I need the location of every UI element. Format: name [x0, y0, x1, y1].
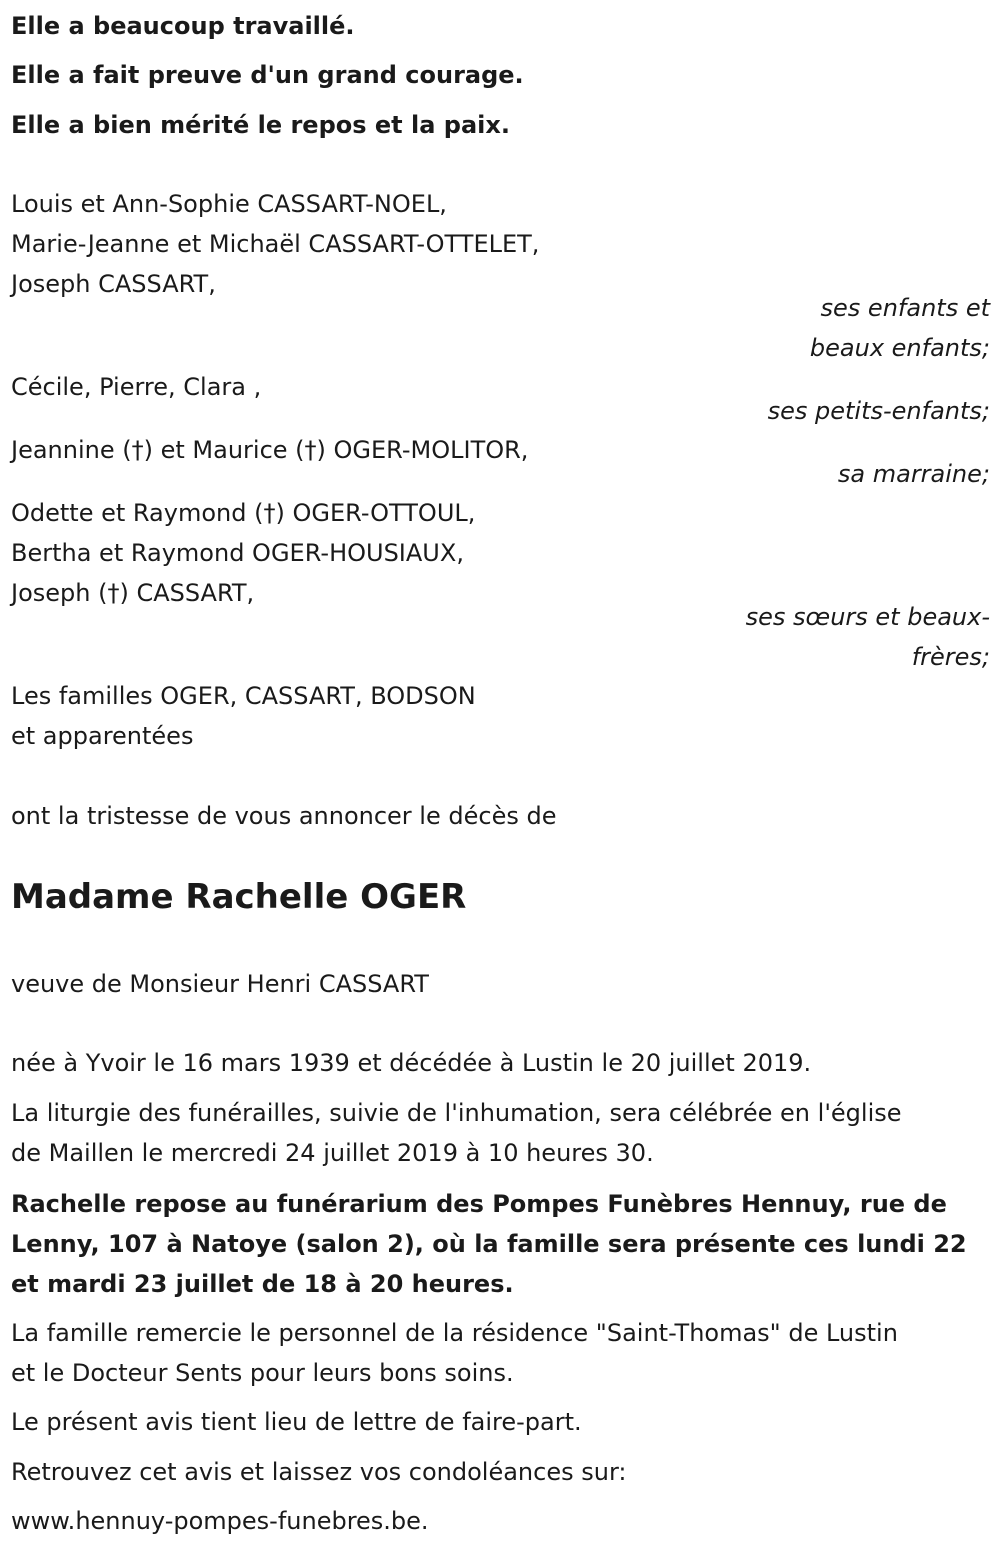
website-link[interactable]: www.hennuy-pompes-funebres.be. [11, 1507, 429, 1535]
birth-death: née à Yvoir le 16 mars 1939 et décédée à Lustin le 20 juillet 2019. [11, 1049, 812, 1077]
notice: Le présent avis tient lieu de lettre de faire-part. [11, 1408, 582, 1436]
funerarium-line: Rachelle repose au funérarium des Pompes Funèbres Hennuy, rue de [11, 1190, 947, 1218]
siblings-role: frères; [911, 643, 990, 671]
siblings-line: Odette et Raymond (†) OGER-OTTOUL, [11, 499, 476, 527]
families-line: Les familles OGER, CASSART, BODSON [11, 682, 476, 710]
children-role: beaux enfants; [809, 334, 990, 362]
thanks-line: La famille remercie le personnel de la résidence "Saint-Thomas" de Lustin [11, 1319, 898, 1347]
widow-of: veuve de Monsieur Henri CASSART [11, 970, 429, 998]
epigraph-line: Elle a fait preuve d'un grand courage. [11, 61, 524, 89]
siblings-role: ses sœurs et beaux- [745, 603, 990, 631]
godmother-line: Jeannine (†) et Maurice (†) OGER-MOLITOR, [11, 436, 529, 464]
grandchildren-line: Cécile, Pierre, Clara , [11, 373, 262, 401]
siblings-line: Joseph (†) CASSART, [11, 579, 255, 607]
condolences: Retrouvez cet avis et laissez vos condoléances sur: [11, 1458, 627, 1486]
epigraph-line: Elle a beaucoup travaillé. [11, 12, 355, 40]
announcement: ont la tristesse de vous annoncer le décès de [11, 802, 557, 830]
children-line: Joseph CASSART, [11, 270, 216, 298]
children-line: Louis et Ann-Sophie CASSART-NOEL, [11, 190, 447, 218]
deceased-name: Madame Rachelle OGER [11, 877, 467, 917]
liturgy-line: de Maillen le mercredi 24 juillet 2019 à 10 heures 30. [11, 1139, 654, 1167]
epigraph-line: Elle a bien mérité le repos et la paix. [11, 111, 510, 139]
children-role: ses enfants et [820, 294, 990, 322]
siblings-line: Bertha et Raymond OGER-HOUSIAUX, [11, 539, 464, 567]
godmother-role: sa marraine; [837, 460, 990, 488]
funerarium-line: Lenny, 107 à Natoye (salon 2), où la famille sera présente ces lundi 22 [11, 1230, 967, 1258]
children-line: Marie-Jeanne et Michaël CASSART-OTTELET, [11, 230, 540, 258]
families-line: et apparentées [11, 722, 194, 750]
liturgy-line: La liturgie des funérailles, suivie de l'inhumation, sera célébrée en l'église [11, 1099, 902, 1127]
thanks-line: et le Docteur Sents pour leurs bons soins. [11, 1359, 514, 1387]
funerarium-line: et mardi 23 juillet de 18 à 20 heures. [11, 1270, 514, 1298]
grandchildren-role: ses petits-enfants; [767, 397, 990, 425]
